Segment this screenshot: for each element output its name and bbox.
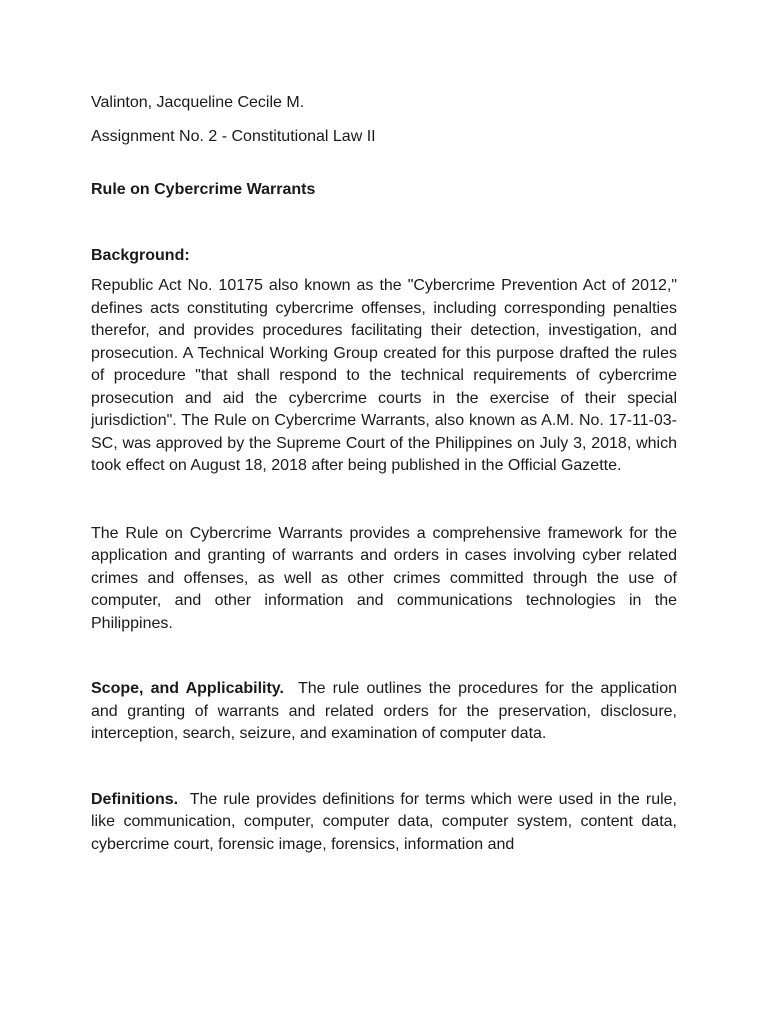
document-page <box>91 92 682 856</box>
background-paragraph: Republic Act No. 10175 also known as the "Cybercrime Prevention Act of 2012," defines acts constituting cybercrime offenses, including corresponding penalties therefor, and provides procedures facilitating their detection, investigation, and prosecution. A Technical Working Group created for this purpose drafted the rules of procedure "that shall respond to the technical requirements of cybercrime prosecution and aid the cybercrime courts in the exercise of their special jurisdiction". The Rule on Cybercrime Warrants, also known as A.M. No. 17-11-03-SC, was approved by the Supreme Court of the Philippines on July 3, 2018, which took effect on August 18, 2018 after being published in the Official Gazette. <box>91 277 677 474</box>
scope-text: The rule outlines the procedures for the application and granting of warrants and related orders for the preservation, disclosure, interception, search, seizure, and examination of computer data. <box>91 680 682 742</box>
document-title: Rule on Cybercrime Warrants <box>91 181 316 198</box>
scope-heading: Scope, and Applicability. <box>91 680 284 697</box>
framework-paragraph: The Rule on Cybercrime Warrants provides a comprehensive framework for the application and granting of warrants and orders in cases involving cyber related crimes and offenses, as well as other crimes committed through the use of computer, and other information and communications technologies in the Philippines. <box>91 524 677 632</box>
scope-paragraph <box>91 678 682 746</box>
definitions-text: The rule provides definitions for terms which were used in the rule, like communication, computer, computer data, computer system, content data, cybercrime court, forensic image, forensics, information and <box>91 790 682 853</box>
definitions-heading: Definitions. <box>91 790 179 808</box>
assignment-line: Assignment No. 2 - Constitutional Law II <box>91 127 376 145</box>
definitions-paragraph <box>91 789 682 857</box>
author-name: Valinton, Jacqueline Cecile M. <box>91 94 305 111</box>
background-heading: Background: <box>91 246 190 264</box>
